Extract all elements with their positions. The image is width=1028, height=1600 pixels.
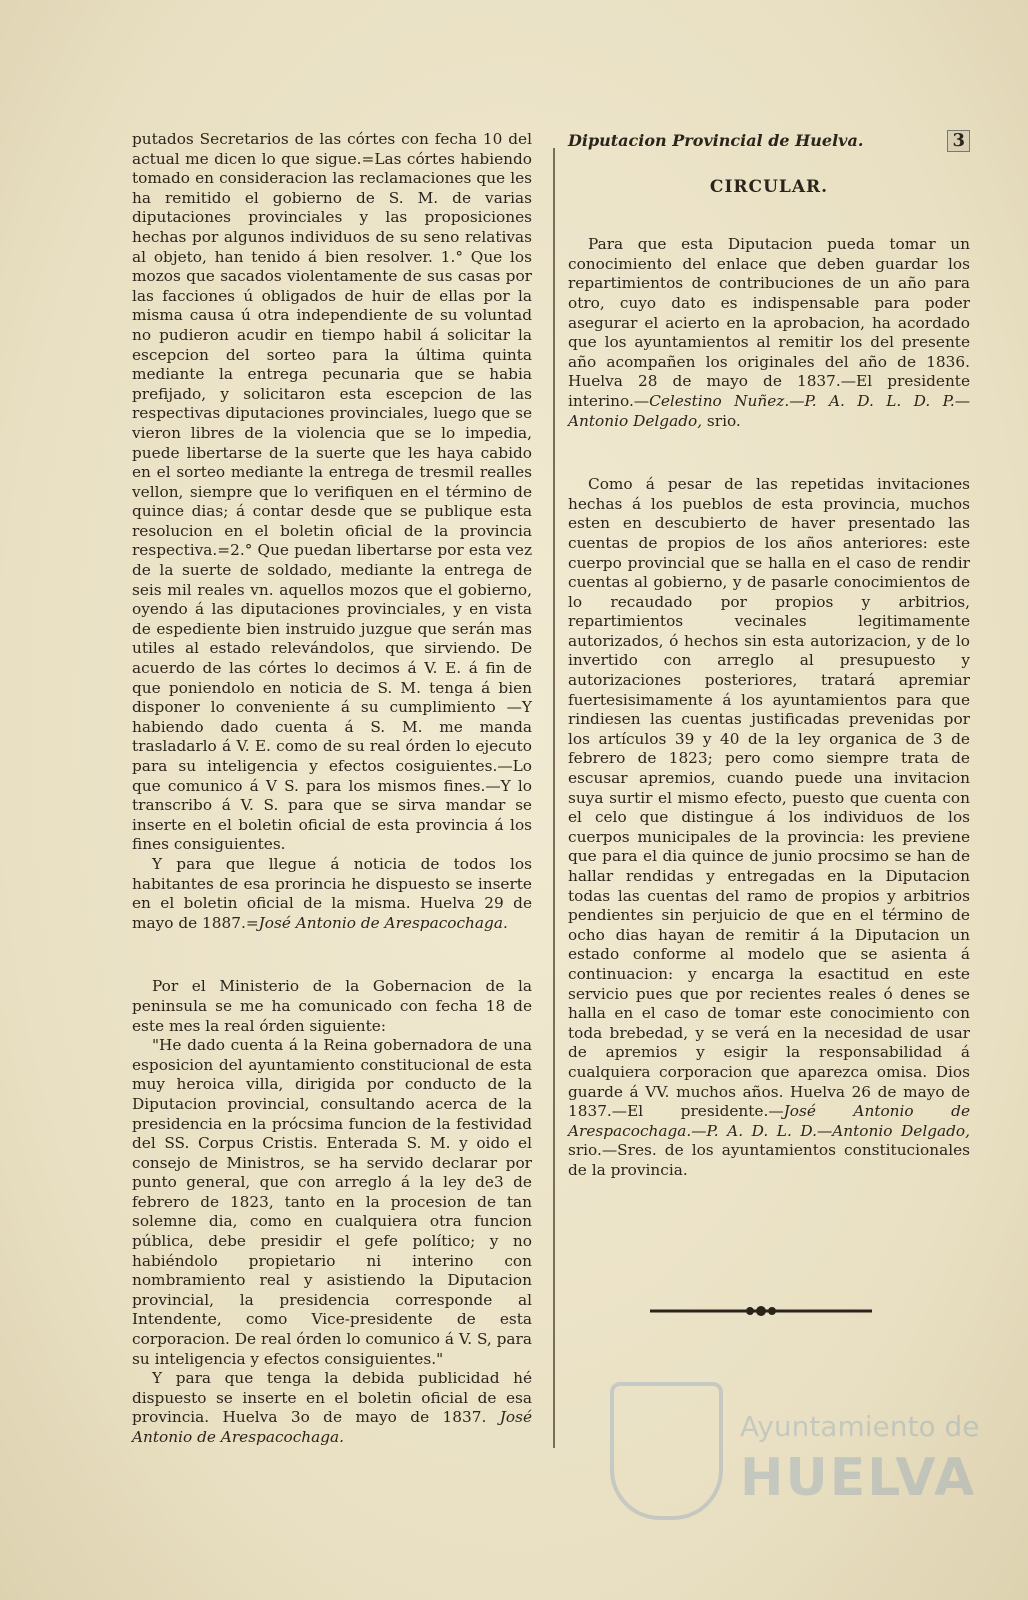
right-signature-1: Celestino Nuñez.—P. A. D. L. D. P.—Antonio Delgado,: [568, 391, 970, 430]
right-paragraph-2: [568, 475, 970, 1180]
left-paragraph-4: "He dado cuenta á la Reina gobernadora de una esposicion del ayuntamiento constitucional de esta muy heroica villa, dirigida por conducto de la Diputacion provincial, consultando acerca de la presidencia en la prócsima funcion de la festividad del SS. Corpus Cristis. Enterada S. M. y oido el consejo de Ministros, se ha servido declarar por punto general, que con arreglo á la ley de3 de febrero de 1823, tanto en la procesion de tan solemne dia, como en cualquiera otra funcion pública, debe presidir el gefe político; y no habiéndolo propietario ni interino con nombramiento real y asistiendo la Diputacion provincial, la presidencia corresponde al Intendente, como Vice-presidente de esta corporacion. De real órden lo comunico á V. S, para su inteligencia y efectos consiguientes.": [132, 1036, 532, 1368]
column-divider: [553, 148, 555, 1448]
right-paragraph-2-end: srio.—Sres. de los ayuntamientos constitucionales de la provincia.: [568, 1141, 970, 1179]
right-paragraph-2-text: Como á pesar de las repetidas invitaciones hechas á los pueblos de esta provincia, muchos esten en descubierto de haver presentado las cuentas de propios de los años anteriores: este cuerpo provincial que se halla en el caso de rendir cuentas al gobierno, y de pasarle conocimientos de lo recaudado por propios y arbitrios, repartimientos vecinales legitimamente autorizados, ó hechos sin esta autorizacion, y de lo invertido con arreglo al presupuesto y autorizaciones posteriores, tratará apremiar fuertesisimamente á los ayuntamientos para que rindiesen las cuentas justificadas prevenidas por los artículos 39 y 40 de la ley organica de 3 de febrero de 1823; pero como siempre trata de escusar apremios, cuando puede una invitacion suya surtir el mismo efecto, puesto que cuenta con el celo que distingue á los individuos de los cuerpos municipales de la provincia: les previene que para el dia quince de junio procsimo se han de hallar rendidas y entregadas en la Diputacion todas las cuentas del ramo de propios y arbitrios pendientes sin perjuicio de que en el término de ocho dias hayan de remitir á la Diputacion un estado conforme al modelo que se asienta á continuacion: y encarga la esactitud en este servicio pues que por recientes reales ó denes se halla en el caso de tomar este conocimiento con toda brebedad, y se verá en la necesidad de usar de apremios y esigir la responsabilidad á cualquiera corporacion que aparezca omisa. Dios guarde á VV. muchos años. Huelva 26 de mayo de 1837.—El presidente.—: [568, 475, 970, 1121]
left-paragraph-2: [132, 855, 532, 933]
left-paragraph-3: Por el Ministerio de la Gobernacion de la peninsula se me ha comunicado con fecha 18 de este mes la real órden siguiente:: [132, 977, 532, 1035]
circular-heading: CIRCULAR.: [709, 176, 829, 197]
left-column: [132, 130, 532, 1448]
watermark-line-2: HUELVA: [740, 1448, 977, 1508]
right-paragraph-1-text: Para que esta Diputacion pueda tomar un conocimiento del enlace que deben guardar los repartimientos de contribuciones de un año para otro, cuyo dato es indispensable para poder asegurar el acierto en la aprobacion, ha acordado que los ayuntamientos al remitir los del presente año acompañen los originales del año de 1836. Huelva 28 de mayo de 1837.—El presidente interino.—: [568, 235, 970, 410]
watermark: [600, 1372, 980, 1522]
watermark-line-1: Ayuntamiento de: [740, 1410, 980, 1443]
left-signature-1: José Antonio de Arespacochaga.: [258, 913, 508, 932]
right-paragraph-1: [568, 235, 970, 431]
left-paragraph-5: [132, 1369, 532, 1447]
left-paragraph-2-text: Y para que llegue á noticia de todos los habitantes de esa prorincia he dispuesto se inserte en el boletin oficial de la misma. Huelva 29 de mayo de 1887.=: [132, 854, 532, 932]
left-signature-2: José Antonio de Arespacochaga.: [132, 1408, 532, 1446]
page-number: 3: [947, 130, 970, 152]
right-signature-2: José Antonio de Arespacochaga.—P. A. D. L. D.—Antonio Delgado,: [568, 1102, 970, 1140]
right-paragraph-1-end: srio.: [702, 411, 741, 430]
left-paragraph-1: putados Secretarios de las córtes con fecha 10 del actual me dicen lo que sigue.=Las córtes habiendo tomado en consideracion las reclamaciones que les ha remitido el gobierno de S. M. de varias diputaciones provinciales y las proposiciones hechas por algunos individuos de su seno relativas al objeto, han tenido á bien resolver. 1.° Que los mozos que sacados violentamente de sus casas por las facciones ú obligados de huir de ellas por la misma causa ú otra independiente de su voluntad no pudieron acudir en tiempo habil á solicitar la escepcion del sorteo para la última quinta mediante la entrega pecunaria que se habia prefijado, y solicitaron esta escepcion de las respectivas diputaciones provinciales, luego que se vieron libres de la violencia que se lo impedia, puede libertarse de la suerte que les haya cabido en el sorteo mediante la entrega de tresmil realles vellon, siempre que lo verifiquen en el término de quince dias; á contar desde que se publique esta resolucion en el boletin oficial de la provincia respectiva.=2.° Que puedan libertarse por esta vez de la suerte de soldado, mediante la entrega de seis mil reales vn. aquellos mozos que el gobierno, oyendo á las diputaciones provinciales, y en vista de espediente bien instruido juzgue que serán mas utiles al estado relevándolos, que sirviendo. De acuerdo de las córtes lo decimos á V. E. á fin de que poniendolo en noticia de S. M. tenga á bien disponer lo conveniente á su cumplimiento —Y habiendo dado cuenta á S. M. me manda trasladarlo á V. E. como de su real órden lo ejecuto para su inteligencia y efectos cosiguientes.—Lo que comunico á V S. para los mismos fines.—Y lo transcribo á V. S. para que se sirva mandar se inserte en el boletin oficial de esta provincia á los fines consiguientes.: [132, 130, 532, 854]
header-title: Diputacion Provincial de Huelva.: [568, 131, 864, 150]
left-paragraph-5-text: Y para que tenga la debida publicidad hé dispuesto se inserte en el boletin oficial de esa provincia. Huelva 3o de mayo de 1837.: [132, 1369, 532, 1427]
watermark-shield-icon: [610, 1382, 723, 1520]
page-header: [568, 130, 970, 152]
ornament-rule: [650, 1303, 872, 1319]
right-column: [568, 130, 970, 1181]
